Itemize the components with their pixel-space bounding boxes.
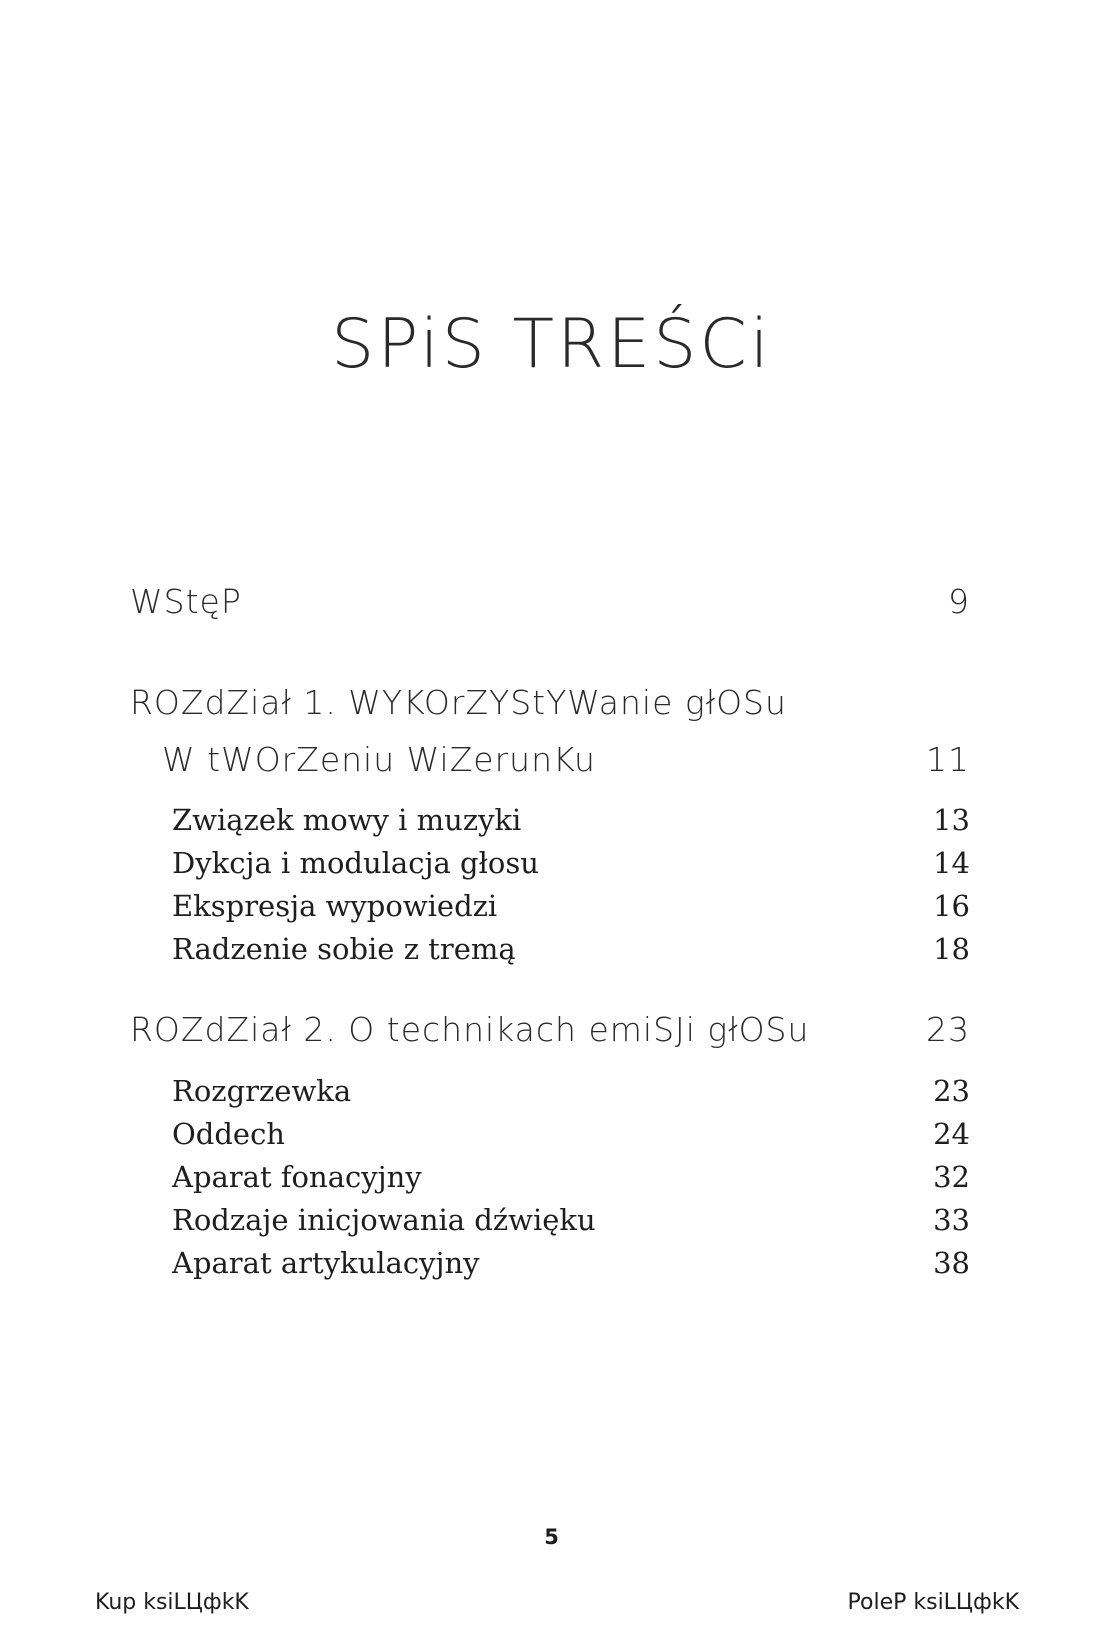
toc-entry-page: 11 <box>926 740 970 779</box>
toc-entry-page: 32 <box>933 1160 970 1194</box>
toc-entry-label: ROZdZiał 2. O technikach emiSJi głOSu <box>130 1010 810 1049</box>
toc-entry-section[interactable] <box>0 1246 1103 1296</box>
toc-entry-label: WStęP <box>130 582 242 621</box>
toc-entry-page: 24 <box>933 1117 970 1151</box>
toc-entry-label: Aparat artykulacyjny <box>172 1246 480 1280</box>
toc-entry-label: ROZdZiał 1. WYKOrZYStYWanie głOSu <box>130 683 787 722</box>
toc-entry-page: 23 <box>933 1074 970 1108</box>
toc-entry-chapter-1[interactable] <box>0 683 1103 733</box>
page-title: SPiS TREŚCi <box>331 305 772 384</box>
toc-entry-page: 33 <box>933 1203 970 1237</box>
buy-book-link[interactable]: Kup ksiLЦфkK <box>95 1590 249 1615</box>
toc-entry-label: Dykcja i modulacja głosu <box>172 846 539 880</box>
toc-entry-page: 9 <box>948 582 970 621</box>
toc-entry-page: 18 <box>933 932 970 966</box>
recommend-book-link[interactable]: PoleP ksiLЦфkK <box>847 1590 1019 1615</box>
toc-entry-label: Oddech <box>172 1117 285 1151</box>
toc-entry-page: 16 <box>933 889 970 923</box>
toc-entry-chapter-1-continued[interactable] <box>0 740 1103 790</box>
toc-entry-label: Rozgrzewka <box>172 1074 352 1108</box>
toc-entry-label: Radzenie sobie z tremą <box>172 932 516 966</box>
toc-entry-label: Aparat fonacyjny <box>172 1160 422 1194</box>
toc-entry-chapter-2[interactable] <box>0 1010 1103 1060</box>
toc-entry-page: 23 <box>926 1010 970 1049</box>
toc-entry-page: 14 <box>933 846 970 880</box>
toc-entry-label: W tWOrZeniu WiZerunKu <box>162 740 596 779</box>
toc-entry-label: Rodzaje inicjowania dźwięku <box>172 1203 596 1237</box>
page-number: 5 <box>544 1525 559 1549</box>
toc-entry-page: 13 <box>933 803 970 837</box>
toc-entry-section[interactable] <box>0 932 1103 982</box>
toc-entry-page: 38 <box>933 1246 970 1280</box>
toc-entry-label: Ekspresja wypowiedzi <box>172 889 498 923</box>
toc-entry-label: Związek mowy i muzyki <box>172 803 522 837</box>
toc-entry-intro[interactable] <box>0 582 1103 632</box>
